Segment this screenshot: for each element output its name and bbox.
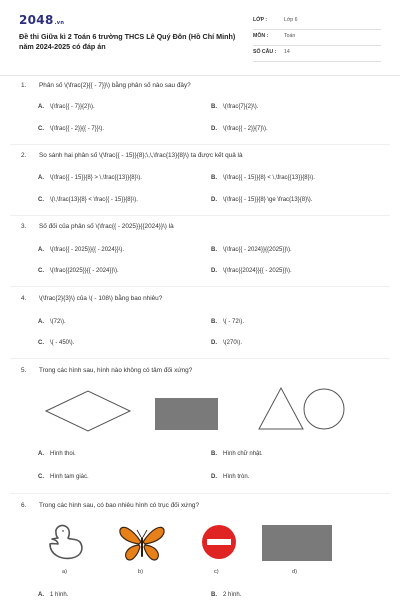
site-logo[interactable]: 2048.vn xyxy=(19,13,65,27)
page-header xyxy=(0,0,400,76)
option-a[interactable]: A. \(72\). xyxy=(38,319,66,325)
option-b[interactable]: B. \(\frac{{ - 2024}}{{2025}}\). xyxy=(211,247,292,253)
rhombus-shape xyxy=(46,391,130,431)
option-b[interactable]: B. \(\frac{{ - 15}}{8} < \,\frac{{13}}{8}\). xyxy=(211,175,315,181)
option-a[interactable]: A. \(\frac{{ - 7}}{2}\). xyxy=(38,104,95,110)
divider xyxy=(10,144,390,145)
triangle-shape xyxy=(259,388,303,429)
no-entry-icon xyxy=(202,525,236,559)
butterfly-icon xyxy=(120,527,164,560)
option-c[interactable]: C. \( - 450\). xyxy=(38,340,75,346)
divider xyxy=(10,215,390,216)
option-b[interactable]: B. \( - 72\). xyxy=(211,319,245,325)
meta-value: Lớp 6 xyxy=(284,17,298,23)
option-a[interactable]: A. 1 hình. xyxy=(38,592,69,598)
meta-row-subject xyxy=(253,30,381,46)
option-d[interactable]: D. \(\frac{{2024}}{{ - 2025}}\). xyxy=(211,268,292,274)
exam-title: Đề thi Giữa kì 2 Toán 6 trường THCS Lê Quý Đôn (Hồ Chí Minh) năm 2024-2025 có đáp án xyxy=(19,32,236,51)
question-text: 4. \(\frac{2}{3}\) của \( - 108\) bằng bao nhiêu? xyxy=(21,295,163,302)
option-a[interactable]: A. \(\frac{{ - 2025}}{{ - 2024}}\). xyxy=(38,247,125,253)
option-c[interactable]: C. Hình tam giác. xyxy=(38,474,89,480)
meta-row-class xyxy=(253,14,381,30)
option-b[interactable]: B. \(\frac{7}{2}\). xyxy=(211,104,259,110)
option-a[interactable]: A. Hình thoi. xyxy=(38,451,76,457)
option-d[interactable]: D. \(\frac{{ - 15}}{8} \ge \frac{13}{8}\). xyxy=(211,197,313,203)
figure-label-a: a) xyxy=(62,569,67,575)
meta-key: SỐ CÂU : xyxy=(253,49,277,55)
figure-label-b: b) xyxy=(138,569,143,575)
meta-row-count xyxy=(253,46,381,62)
meta-key: LỚP : xyxy=(253,17,268,23)
question-text: 5. Trong các hình sau, hình nào không có tâm đối xứng? xyxy=(21,367,193,374)
question-text: 2. So sánh hai phân số \(\frac{{ - 15}}{8};\,\,\frac{13}{8}\) ta được kết quả là xyxy=(21,152,243,159)
question-text: 3. Số đối của phân số \(\frac{{ - 2025}}{{2024}}\) là xyxy=(21,223,174,230)
option-d[interactable]: D. \(\frac{{ - 2}}{7}\). xyxy=(211,126,268,132)
option-b[interactable]: B. Hình chữ nhật. xyxy=(211,451,263,457)
question-text: 6. Trong các hình sau, có bao nhiêu hình có trục đối xứng? xyxy=(21,502,200,509)
rectangle-shape xyxy=(262,525,332,561)
option-a[interactable]: A. \(\frac{{ - 15}}{8} > \,\frac{{13}}{8}\). xyxy=(38,175,142,181)
divider xyxy=(10,286,390,287)
figure-label-d: d) xyxy=(292,569,297,575)
divider xyxy=(10,493,390,494)
option-d[interactable]: D. \(270\). xyxy=(211,340,243,346)
option-d[interactable]: D. Hình tròn. xyxy=(211,474,250,480)
meta-value: Toán xyxy=(284,33,296,39)
circle-shape xyxy=(304,389,344,429)
divider xyxy=(10,358,390,359)
option-c[interactable]: C. \(\frac{{ - 2}}{{ - 7}}\). xyxy=(38,126,105,132)
rectangle-shape xyxy=(155,398,218,430)
option-c[interactable]: C. \(\,\frac{13}{8} < \frac{{ - 15}}{8}\). xyxy=(38,197,138,203)
question-text: 1. Phân số \(\frac{2}{{ - 7}}\) bằng phân số nào sau đây? xyxy=(21,82,191,89)
exam-meta xyxy=(253,14,381,62)
duck-icon xyxy=(50,525,82,558)
meta-key: MÔN : xyxy=(253,33,269,39)
symmetry-shapes-figure xyxy=(40,385,360,437)
option-b[interactable]: B. 2 hình. xyxy=(211,592,242,598)
option-c[interactable]: C. \(\frac{{2025}}{{ - 2024}}\). xyxy=(38,268,119,274)
figure-label-c: c) xyxy=(214,569,219,575)
axis-symmetry-figure xyxy=(40,520,340,566)
meta-value: 14 xyxy=(284,49,290,55)
